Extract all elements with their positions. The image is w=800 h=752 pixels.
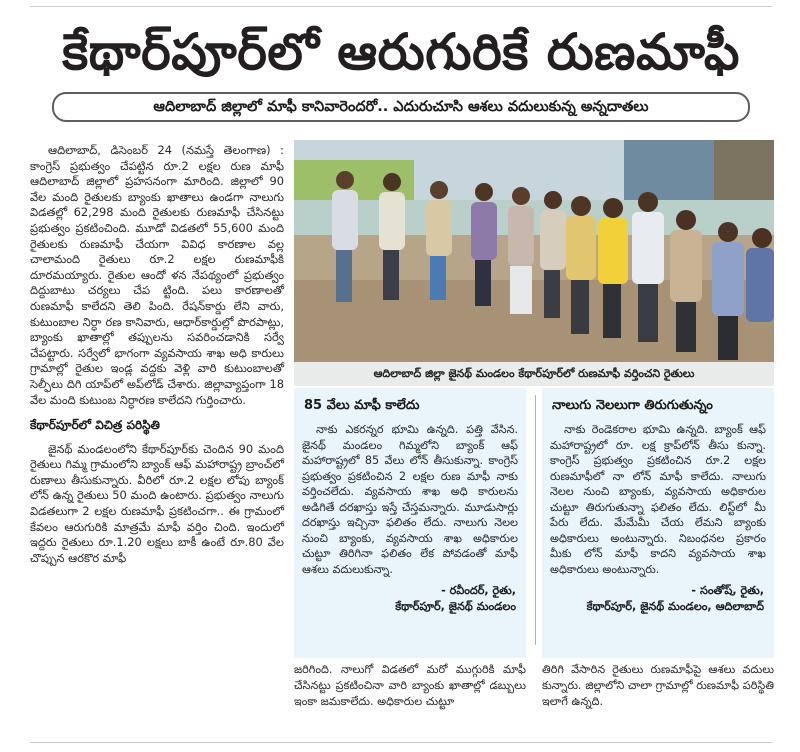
quote-title: నాలుగు నెలలుగా తిరుగుతున్నం bbox=[552, 398, 713, 413]
quote-signature-name: - రవీందర్, రైతు, bbox=[441, 584, 516, 597]
farmer-quote-box-ravinder bbox=[294, 388, 526, 658]
quote-signature-place: కేథార్‌పూర్, జైనథ్ మండలం bbox=[395, 600, 516, 613]
quote-signature-name: - సంతోష్, రైతు, bbox=[691, 584, 764, 597]
top-rule bbox=[30, 6, 772, 7]
farmers-photo bbox=[294, 140, 774, 362]
quote-signature-place: కేథార్‌పూర్, జైనథ్ మండలం, ఆదిలాబాద్ bbox=[586, 600, 764, 613]
bottom-rule bbox=[30, 742, 772, 743]
second-paragraph: జైనథ్ మండలంలోని కేథార్‌పూర్‌కు చెందిన 90 మంది రైతులు గిమ్మ గ్రామంలోని బ్యాంక్ ఆఫ్ మహారాష్ట్ర బ్రాంచ్‌లో రుణాలు తీసుకున్నారు. వీరిలో రూ.2 లక్షల లోపు బ్యాంక్ లోన్ ఉన్న రైతులు 50 మంది ఉంటారు. ప్రభుత్వం నాలుగు విడతలుగా 2 లక్షల రుణమాఫీ ప్రకటించగా.. ఈ గ్రామంలో కేవలం ఆరుగురికి మాత్రమే మాఫీ వర్తిం చింది. ఇందులో ఇద్దరు రైతులు రూ.1.20 లక్షలు బాకీ ఉంటే రూ.80 వేల చొప్పున ఆరకొర మాఫీ bbox=[30, 441, 284, 565]
box-divider bbox=[535, 395, 536, 645]
quote-text: నాకు రెండెకరాల భూమి ఉన్నది. బ్యాంక్ ఆఫ్ మహారాష్ట్రలో రూ. లక్ష క్రాప్‌లోన్ తీసు కున్నా. కాంగ్రెస్ ప్రభుత్వం ప్రకటించిన రూ.2 లక్షల రుణమాఫీలో నా లోన్ మాఫీ కాలేదు. నాలుగు నెలల నుంచి బ్యాంకు, వ్యవసాయ అధికారుల చుట్టూ తిరుగుతున్నా ఫలితం లేదు. లిస్ట్‌లో మీ పేరు లేదు. మేమేమీ చేయ లేమని బ్యాంకు అధికారులు అంటున్నారు. నిబంధనల ప్రకారం మీకు లోన్ మాఫీ కాదని వ్యవసాయ శాఖ అధికారులు అంటున్నారు. bbox=[550, 423, 766, 576]
section-subheading: కేథార్‌పూర్‌లో విచిత్ర పరిస్థితి bbox=[30, 418, 160, 433]
photo-caption: ఆదిలాబాద్ జిల్లా జైనథ్ మండలం కేథార్‌పూర్‌లో రుణమాఫీ వర్తించని రైతులు bbox=[294, 362, 774, 386]
quote-text: నాకు ఎకరన్నర భూమి ఉన్నది. పత్తి వేసిన. జైనథ్ మండలం గిమ్మలోని బ్యాంక్ ఆఫ్ మహారాష్ట్రలో 85 వేలు లోన్ తీసుకున్నా. కాంగ్రెస్ ప్రభుత్వం ప్రకటించిన 2 లక్షల రుణ మాఫీ నాకు వర్తించలేదు. వ్యవసాయ శాఖ అధి కారులను అడిగితే దరఖాస్తు ఇస్తే చేస్తమన్నారు. మూడుసార్లు దరఖాస్తు ఇచ్చినా ఫలితం లేదు. నాలుగు నెలల నుంచి బ్యాంకు, వ్యవసాయ శాఖ అధికారుల చుట్టూ తిరిగినా ఫలితం లేక పోవడంతో మాఫీ ఆశలు వదులుకున్నా. bbox=[302, 423, 518, 576]
continuation-text-1: జరిగింది. నాలుగో విడతలో మరో ముగ్గురికి మాఫీ చేసినట్టు ప్రకటించినా వారి బ్యాంకు ఖాతాల్లో డబ్బులు ఇంకా జమకాలేదు. అధికారుల చుట్టూ bbox=[294, 663, 526, 709]
continuation-text-2: తిరిగి వేసారిన రైతులు రుణమాఫీపై ఆశలు వదులు కున్నారు. జిల్లాలోని చాలా గ్రామాల్లో రుణమాఫీ పరిస్థితి ఇలాగే ఉన్నది. bbox=[542, 663, 774, 709]
subheadline: ఆదిలాబాద్ జిల్లాలో మాఫీ కానివారెందరో.. ఎదురుచూసి ఆశలు వదులుకున్న అన్నదాతలు bbox=[52, 92, 750, 122]
main-column bbox=[30, 143, 284, 566]
quote-title: 85 వేలు మాఫీ కాలేదు bbox=[304, 398, 420, 413]
farmer-quote-box-santosh bbox=[542, 388, 774, 658]
headline: కేథార్‌పూర్‌లో ఆరుగురికే రుణమాఫీ bbox=[62, 23, 740, 81]
lead-paragraph: ఆదిలాబాద్, డిసెంబర్ 24 (నమస్తే తెలంగాణ) : కాంగ్రెస్ ప్రభుత్వం చేపట్టిన రూ.2 లక్షల రుణ మాఫీ ఆదిలాబాద్ జిల్లాలో ప్రహసనంగా మారింది. జిల్లాలో 90 వేల మంది రైతులకు బ్యాంకు ఖాతాలు ఉండగా నాలుగు విడతల్లో 62,298 మంది రైతులకు రుణమాఫీ చేసినట్టు ప్రభుత్వం ప్రకటించింది. మూడో విడతలో 55,600 మంది రైతులకు రుణమాఫీ చేయగా వివిధ కారణాల వల్ల చాలామంది రైతులు రూ.2 లక్షల రుణమాఫీకి దూరమయ్యారు. రైతుల ఆందో ళన నేపథ్యంలో ప్రభుత్వం దిద్దుబాటు చర్యలు చేప ట్టింది. పలు కారణాలతో రుణమాఫీ కాలేదని తెలి పింది. రేషన్‌కార్డు లేని వారు, కుటుంబాల నిర్ధా రణ కానివారు, ఆధార్‌కార్డుల్లో పొరపాట్లు, బ్యాంకు ఖాతాల్లో తప్పులను సవరించడానికి సర్వే చేపట్టారు. సర్వేలో భాగంగా వ్యవసాయ శాఖ అధి కారులు గ్రామాల్లో రైతుల ఇండ్ల వద్దకు వెళ్లి వారి కుటుంబాలతో సెల్ఫీలు దిగి యాప్‌లో అప్‌లోడ్ చేశారు. జిల్లావ్యాప్తంగా 18 వేల మంది కుటుంబ నిర్ధారణ కాలేదని గుర్తించారు. bbox=[30, 143, 284, 407]
